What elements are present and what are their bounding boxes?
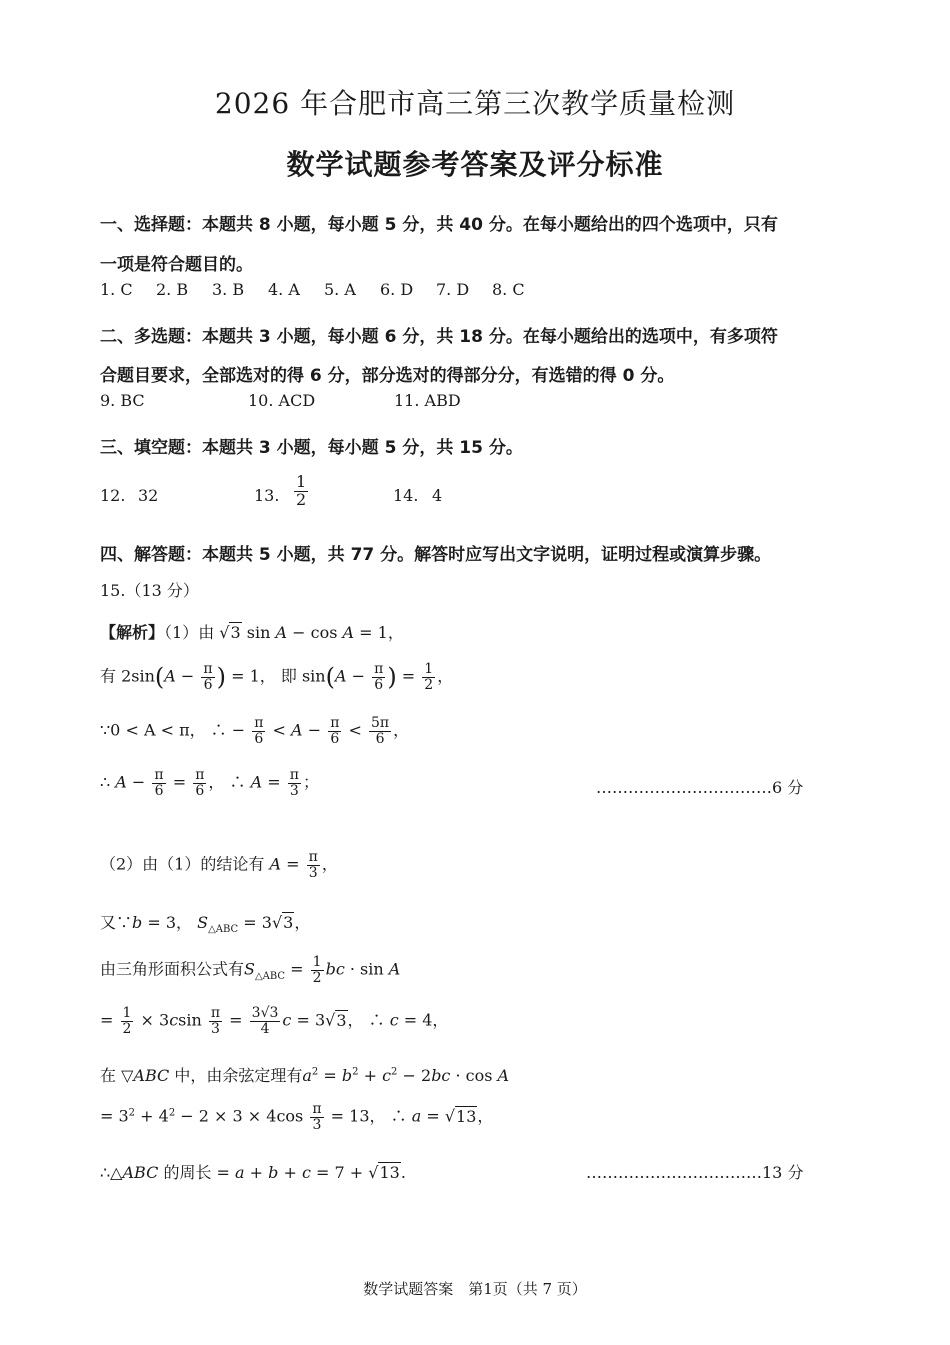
- solution-line-5: （2）由（1）的结论有 A = $\frac{\pi}{3}$ ，: [100, 849, 338, 881]
- q12-label: 12.: [100, 486, 126, 505]
- section2-answers: [100, 391, 461, 410]
- section1-answers: [100, 280, 548, 299]
- solution-line-2: 有 2sin(A − $\frac{\pi}{6}$ ) = 1， 即 sin(A − $\frac{\pi}{6}$ ) = $\frac{1}{2}$ ，: [100, 661, 454, 693]
- answer-4: 4. A: [268, 280, 300, 299]
- answer-9: 9. BC: [100, 391, 145, 410]
- page-footer: 数学试题答案 第1页（共 7 页）: [363, 1280, 587, 1298]
- section2-heading-line2: 合题目要求，全部选对的得 6 分，部分选对的得部分分，有选错的得 0 分。: [100, 366, 675, 386]
- answer-6: 6. D: [380, 280, 414, 299]
- answer-5: 5. A: [324, 280, 356, 299]
- answer-1: 1. C: [100, 280, 133, 299]
- solution-line-4: ∴ A − $\frac{\pi}{6}$ = $\frac{\pi}{6}$ ， ∴ A = $\frac{\pi}{3}$ ；: [100, 767, 319, 799]
- solution-line-6: 又∵b = 3， $S_{\triangle ABC} = 3√3$，: [100, 913, 311, 936]
- solution-line-1: 【解析】（1）由 √3 sin A − cos A = 1，: [100, 623, 404, 642]
- answer-11: 11. ABD: [394, 391, 461, 410]
- answer-key-subtitle: 数学试题参考答案及评分标准: [286, 148, 664, 181]
- section3-heading: 三、填空题：本题共 3 小题，每小题 5 分，共 15 分。: [100, 438, 523, 458]
- answer-2: 2. B: [156, 280, 189, 299]
- solution-line-7: 由三角形面积公式有$S_{\triangle ABC}$ = $\frac{1}{2}$ bc · sin A: [100, 954, 401, 986]
- q13-label: 13.: [254, 486, 280, 505]
- answer-10: 10. ACD: [248, 391, 316, 410]
- score-marker-13: ……………………………13 分: [586, 1163, 804, 1182]
- solution-line-11: ∴△ABC 的周长 = a + b + c = 7 + √13.: [100, 1163, 406, 1182]
- q12-answer: 32: [138, 486, 159, 505]
- answer-8: 8. C: [492, 280, 525, 299]
- section1-heading-line1: 一、选择题：本题共 8 小题，每小题 5 分，共 40 分。在每小题给出的四个选项中，只有: [100, 215, 778, 235]
- part1-intro: （1）由: [164, 623, 215, 642]
- q14-label: 14.: [393, 486, 419, 505]
- answer-7: 7. D: [436, 280, 470, 299]
- q13-answer: [292, 474, 310, 509]
- analysis-tag: 【解析】: [100, 623, 165, 642]
- section4-heading: 四、解答题：本题共 5 小题，共 77 分。解答时应写出文字说明，证明过程或演算步骤。: [100, 545, 772, 565]
- section1-heading-line2: 一项是符合题目的。: [100, 255, 253, 275]
- solution-line-9: 在 ▽ABC 中，由余弦定理有$a^2 = b^2 + c^2 - 2bc \cdot \cos A$: [100, 1066, 510, 1085]
- answer-3: 3. B: [212, 280, 245, 299]
- exam-title: 2026 年合肥市高三第三次教学质量检测: [214, 87, 736, 120]
- solution-line-8: = $\frac{1}{2}$ × 3csin $\frac{\pi}{3}$ = $\frac{3√3}{4}$ c = 3√3， ∴ c = 4，: [100, 1005, 449, 1037]
- score-marker-6: ……………………………6 分: [596, 778, 804, 797]
- q13-numerator: 1: [296, 472, 307, 491]
- solution-line-3: ∵0 < A < π， ∴ − $\frac{\pi}{6}$ < A − $\frac{\pi}{6}$ < $\frac{5\pi}{6}$ ，: [100, 715, 410, 747]
- solution-line-10: = $3^2 + 4^2 - 2 \times 3 \times 4\cos$ $\frac{\pi}{3}$ = 13， ∴ a = √13，: [100, 1101, 494, 1133]
- q13-denominator: 2: [296, 489, 307, 509]
- q15-label: 15.（13 分）: [100, 581, 199, 600]
- q14-answer: 4: [432, 486, 443, 505]
- section2-heading-line1: 二、多选题：本题共 3 小题，每小题 6 分，共 18 分。在每小题给出的选项中，有多项符: [100, 327, 778, 347]
